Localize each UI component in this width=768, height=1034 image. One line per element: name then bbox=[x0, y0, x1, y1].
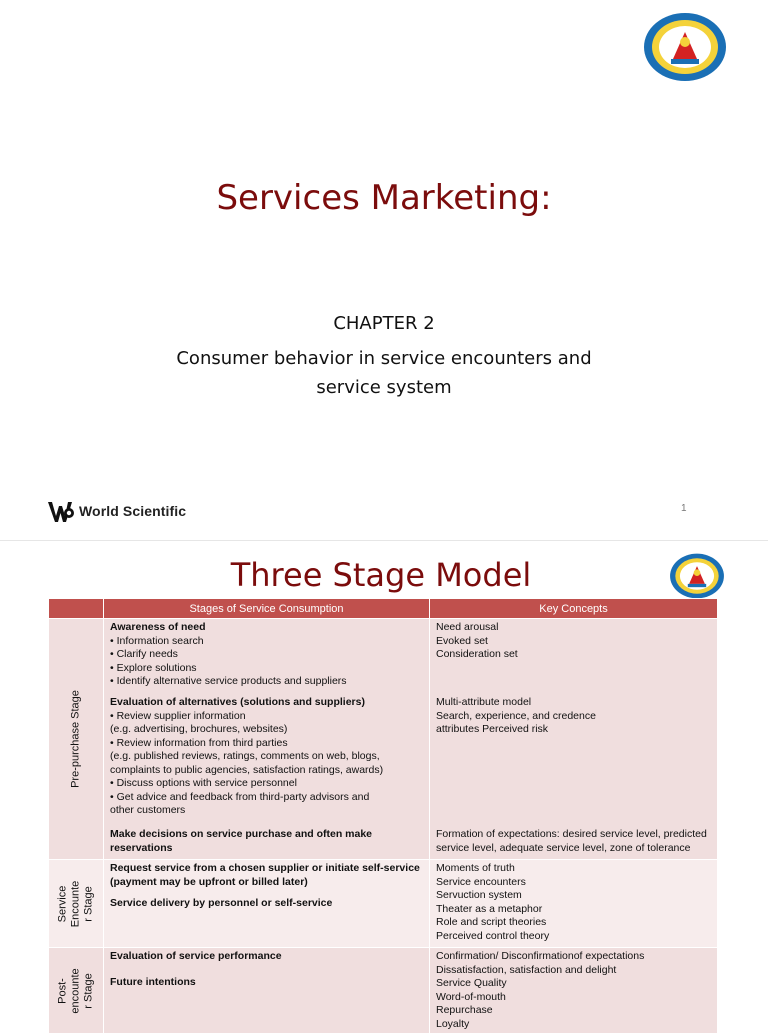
chapter-subtitle: Consumer behavior in service encounters and service system bbox=[176, 348, 592, 398]
concept-line: attributes Perceived risk bbox=[436, 723, 549, 735]
block-line: • Explore solutions bbox=[110, 661, 197, 674]
concept-line: Formation of expectations: desired service level, predicted bbox=[436, 828, 707, 840]
stage-label-line: encounte bbox=[69, 967, 82, 1014]
concept-line: Loyalty bbox=[436, 1017, 470, 1030]
block-heading: Future intentions bbox=[110, 975, 196, 988]
table-row bbox=[49, 860, 718, 948]
block-line: • Discuss options with service personnel bbox=[110, 777, 297, 789]
slide-title: Services Marketing: bbox=[216, 178, 552, 218]
block-heading: Make decisions on service purchase and often make reservations bbox=[110, 828, 373, 854]
table-header-row bbox=[49, 599, 718, 619]
concept-line: Repurchase bbox=[436, 1004, 493, 1016]
block-heading: Awareness of need bbox=[110, 621, 206, 633]
block-line: complaints to public agencies, satisfaction ratings, awards) bbox=[110, 763, 384, 776]
concepts-cell bbox=[430, 948, 718, 1034]
concept-line: Word-of-mouth bbox=[436, 990, 506, 1003]
concept-line: Multi-attribute model bbox=[436, 696, 532, 708]
block-line: • Information search bbox=[110, 634, 204, 647]
publisher-logo bbox=[47, 498, 186, 524]
table-row bbox=[49, 948, 718, 1034]
concept-line: Confirmation/ Disconfirmationof expectations bbox=[436, 950, 645, 962]
concept-line: Evoked set bbox=[436, 634, 488, 647]
concept-line: Servuction system bbox=[436, 889, 522, 901]
block-line: other customers bbox=[110, 804, 186, 816]
table-row bbox=[49, 619, 718, 860]
block-heading: Evaluation of service performance bbox=[110, 950, 282, 962]
stage-label-line: r Stage bbox=[82, 885, 95, 922]
slide2-title: Three Stage Model bbox=[230, 556, 532, 594]
stage-cell bbox=[49, 948, 104, 1034]
block-line: • Get advice and feedback from third-party advisors and bbox=[110, 790, 370, 803]
block-heading: Request service from a chosen supplier or initiate self-service bbox=[110, 862, 420, 874]
block-line: (e.g. advertising, brochures, websites) bbox=[110, 723, 288, 735]
table-header-consumption: Stages of Service Consumption bbox=[104, 599, 430, 619]
concept-line: Dissatisfaction, satisfaction and delight bbox=[436, 963, 617, 976]
three-stage-model-table bbox=[48, 598, 718, 1034]
block-line: (e.g. published reviews, ratings, comments on web, blogs, bbox=[110, 750, 380, 762]
concept-line: Service encounters bbox=[436, 875, 526, 888]
block-line: • Review supplier information bbox=[110, 709, 246, 722]
world-scientific-logo-icon bbox=[47, 498, 75, 524]
stage-label bbox=[57, 968, 96, 1013]
stage-cell bbox=[49, 619, 104, 860]
stage-label: Pre-purchase Stage bbox=[69, 690, 82, 788]
stage-label-line: r Stage bbox=[82, 972, 95, 1009]
consumption-cell bbox=[104, 619, 430, 860]
concept-line: Moments of truth bbox=[436, 862, 515, 874]
concepts-cell bbox=[430, 619, 718, 860]
table-header-stage bbox=[49, 599, 104, 619]
slide-divider bbox=[0, 540, 768, 541]
block-line: • Clarify needs bbox=[110, 648, 178, 660]
consumption-cell bbox=[104, 860, 430, 948]
stage-label bbox=[57, 880, 96, 926]
concept-line: Role and script theories bbox=[436, 916, 547, 928]
block-heading: (payment may be upfront or billed later) bbox=[110, 875, 308, 888]
concept-line: Theater as a metaphor bbox=[436, 902, 543, 915]
block-line: • Identify alternative service products and suppliers bbox=[110, 675, 347, 687]
table-header-concepts: Key Concepts bbox=[430, 599, 718, 619]
concepts-cell bbox=[430, 860, 718, 948]
consumption-cell bbox=[104, 948, 430, 1034]
stage-cell bbox=[49, 860, 104, 948]
stage-label-line: Service bbox=[56, 885, 69, 922]
block-heading: Service delivery by personnel or self-service bbox=[110, 897, 333, 909]
stage-label-line: Encounte bbox=[69, 880, 82, 927]
chapter-label: CHAPTER 2 bbox=[333, 313, 435, 334]
concept-line: Need arousal bbox=[436, 621, 499, 633]
concept-line: service level, adequate service level, zone of tolerance bbox=[436, 841, 691, 854]
concept-line: Consideration set bbox=[436, 648, 518, 660]
block-line: • Review information from third parties bbox=[110, 736, 288, 749]
concept-line: Perceived control theory bbox=[436, 929, 550, 942]
concept-line: Search, experience, and credence bbox=[436, 709, 596, 722]
page-number: 1 bbox=[681, 503, 687, 514]
university-logo-icon bbox=[668, 553, 726, 599]
university-logo-icon bbox=[643, 12, 727, 82]
stage-label-line: Post- bbox=[56, 977, 69, 1004]
concept-line: Service Quality bbox=[436, 977, 507, 989]
publisher-name: World Scientific bbox=[79, 503, 187, 519]
block-heading: Evaluation of alternatives (solutions and suppliers) bbox=[110, 696, 365, 708]
